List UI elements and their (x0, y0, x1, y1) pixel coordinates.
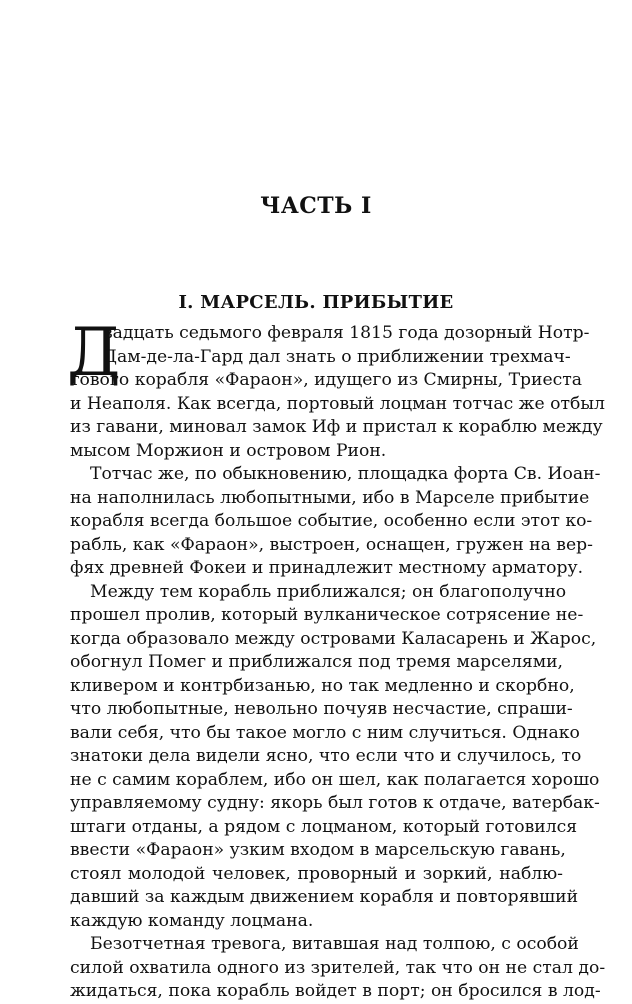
text-line: когда образовало между островами Каласарень и Жарос, (70, 628, 597, 649)
drop-cap: Д (67, 314, 121, 391)
text-line: управляемому судну: якорь был готов к отдаче, ватербак- (70, 793, 600, 813)
text-line: прошел пролив, который вулканическое сотрясение не- (70, 605, 584, 625)
text-line: фях древней Фокеи и принадлежит местному арматору. (70, 558, 584, 578)
text-line: стоял молодой человек, проворный и зоркий, наблю- (70, 863, 563, 884)
text-line: знатоки дела видели ясно, что если что и случилось, то (70, 746, 582, 766)
text-line: Дам-де-ла-Гард дал знать о приближении трехмач- (103, 346, 571, 367)
text-line: тового корабля «Фараон», идущего из Смирны, Триеста (70, 370, 583, 390)
paragraph (70, 463, 601, 581)
text-line: штаги отданы, а рядом с лоцманом, который готовился (70, 816, 578, 837)
part-title: ЧАСТЬ I (260, 193, 372, 219)
paragraph (70, 581, 600, 934)
text-line: что любопытные, невольно почуяв несчастие, спраши- (70, 699, 573, 719)
paragraph (70, 322, 605, 463)
text-line: обогнул Помег и приближался под тремя марселями, (70, 652, 563, 672)
text-line: мысом Моржион и островом Рион. (70, 440, 387, 461)
text-line: вадцать седьмого февраля 1815 года дозорный Нотр- (103, 323, 590, 343)
text-line: рабль, как «Фараон», выстроен, оснащен, гружен на вер- (70, 534, 593, 555)
chapter-title: I. МАРСЕЛЬ. ПРИБЫТИЕ (178, 292, 454, 313)
text-line: Тотчас же, по обыкновению, площадка форта Св. Иоан- (90, 464, 601, 484)
body-text (67, 314, 606, 1004)
text-line: корабля всегда большое событие, особенно если этот ко- (70, 511, 593, 531)
paragraph (70, 933, 606, 1004)
text-line: вали себя, что бы такое могло с ним случиться. Однако (70, 722, 580, 743)
text-line: и Неаполя. Как всегда, портовый лоцман тотчас же отбыл (70, 393, 605, 414)
text-line: силой охватила одного из зрителей, так что он не стал до- (70, 957, 606, 978)
text-line: ввести «Фараон» узким входом в марсельскую гавань, (70, 840, 566, 860)
text-line: Безотчетная тревога, витавшая над толпою, с особой (90, 934, 579, 954)
text-line: кливером и контрбизанью, но так медленно и скорбно, (70, 675, 575, 696)
text-line: на наполнилась любопытными, ибо в Марселе прибытие (70, 487, 590, 508)
text-line: каждую команду лоцмана. (70, 910, 314, 931)
text-line: Между тем корабль приближался; он благополучно (90, 581, 567, 602)
text-line: из гавани, миновал замок Иф и пристал к кораблю между (70, 417, 603, 437)
text-line: давший за каждым движением корабля и повторявший (70, 887, 579, 907)
text-line: не с самим кораблем, ибо он шел, как полагается хорошо (70, 769, 600, 790)
text-line: жидаться, пока корабль войдет в порт; он бросился в лод- (70, 981, 601, 1001)
